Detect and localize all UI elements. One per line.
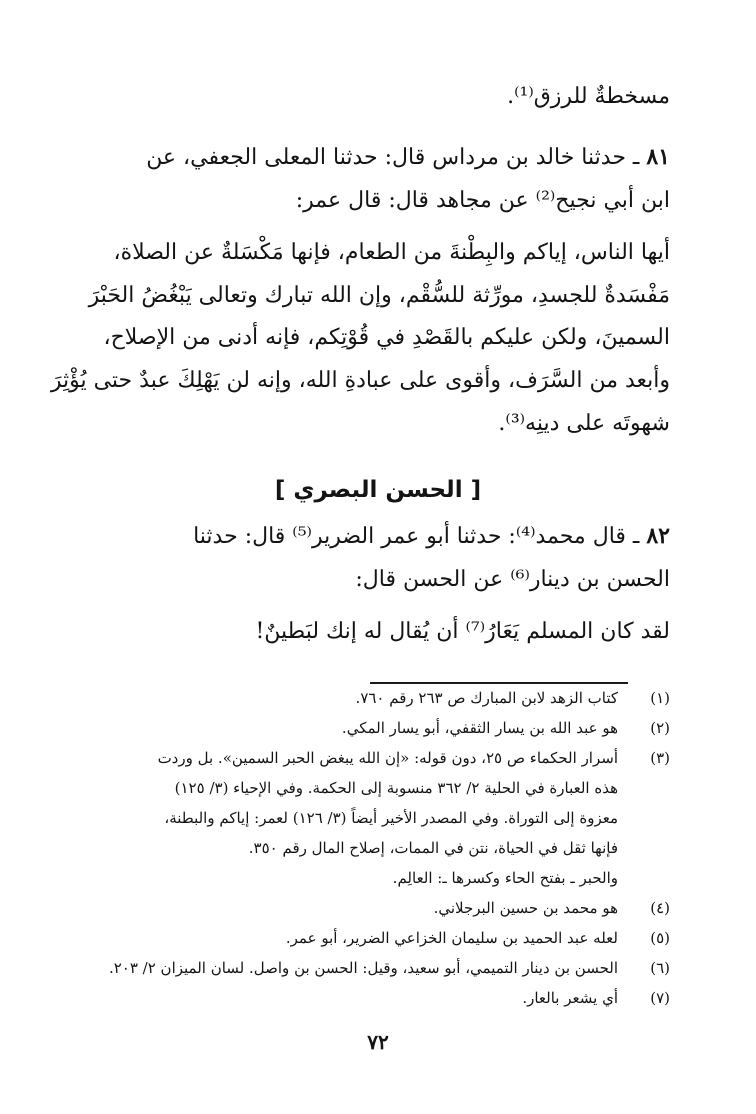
quote-line: وأبعد من السَّرَف، وأقوى على عبادةِ الله، وإنه لن يَهْلِكَ عبدٌ حتى يُؤْثِرَ: [50, 368, 670, 393]
footnote-3-continued: والحبر ـ بفتح الحاء وكسرها ـ: العالِم.: [392, 869, 618, 887]
page-number: ٧٢: [367, 1030, 389, 1054]
footnote-7: (٧)أي يشعر بالعار.: [522, 989, 670, 1007]
footnote-3-continued: هذه العبارة في الحلية ٢/ ٣٦٢ منسوبة إلى الحكمة. وفي الإحياء (٣/ ١٢٥): [174, 779, 618, 797]
section-heading: [ الحسن البصري ]: [274, 477, 482, 503]
text-line-continuation: مسخطةٌ للرزق⁽¹⁾.: [507, 84, 670, 109]
narration-81-line1: [146, 142, 670, 173]
quote-line: السمينَ، ولكن عليكم بالقَصْدِ في قُوْتِكم، فإنه أدنى من الإصلاح،: [103, 325, 670, 350]
narration-81-line2: ابن أبي نجيح⁽²⁾ عن مجاهد قال: قال عمر:: [295, 188, 670, 213]
footnote-3: (٣)أسرار الحكماء ص ٢٥، دون قوله: «إن الله يبغض الحبر السمين». بل وردت: [157, 749, 670, 767]
quote-line: مَفْسَدةٌ للجسدِ، مورِّثة للسُّقْم، وإن الله تبارك وتعالى يَبْغُضُ الحَبْرَ: [88, 283, 670, 308]
footnote-5: (٥)لعله عبد الحميد بن سليمان الخزاعي الضرير، أبو عمر.: [285, 929, 670, 947]
footnote-3-continued: معزوة إلى التوراة. وفي المصدر الأخير أيضاً (٣/ ١٢٦) لعمر: إياكم والبطنة،: [164, 809, 618, 827]
quote-line: شهوتَه على دينِه⁽³⁾.: [498, 411, 670, 436]
footnote-6: (٦)الحسن بن دينار التميمي، أبو سعيد، وقيل: الحسن بن واصل. لسان الميزان ٢/ ٢٠٣.: [108, 959, 670, 977]
narration-text: ـ حدثنا خالد بن مرداس قال: حدثنا المعلى الجعفي، عن: [146, 145, 647, 170]
quote-line: أيها الناس، إياكم والبِطْنةَ من الطعام، فإنها مَكْسَلةٌ عن الصلاة،: [113, 240, 670, 265]
narration-82-line1: [193, 521, 670, 552]
quote-82: لقد كان المسلم يَعَارُ⁽⁷⁾ أن يُقال له إنك لبَطينٌ!: [255, 619, 670, 644]
narration-number: ٨١: [646, 144, 670, 170]
footnote-3-continued: فإنها ثقل في الحياة، نتن في الممات، إصلاح المال رقم ٣٥٠.: [248, 839, 618, 857]
narration-number: ٨٢: [646, 523, 670, 549]
narration-text: ـ قال محمد⁽⁴⁾: حدثنا أبو عمر الضرير⁽⁵⁾ قال: حدثنا: [193, 524, 647, 549]
footnote-1: (١)كتاب الزهد لابن المبارك ص ٢٦٣ رقم ٧٦٠.: [355, 689, 670, 707]
footnote-4: (٤)هو محمد بن حسين البرجلاني.: [433, 899, 670, 917]
narration-82-line2: الحسن بن دينار⁽⁶⁾ عن الحسن قال:: [355, 567, 670, 592]
footnote-2: (٢)هو عبد الله بن يسار الثقفي، أبو يسار المكي.: [341, 719, 670, 737]
footnote-divider: [370, 682, 628, 684]
